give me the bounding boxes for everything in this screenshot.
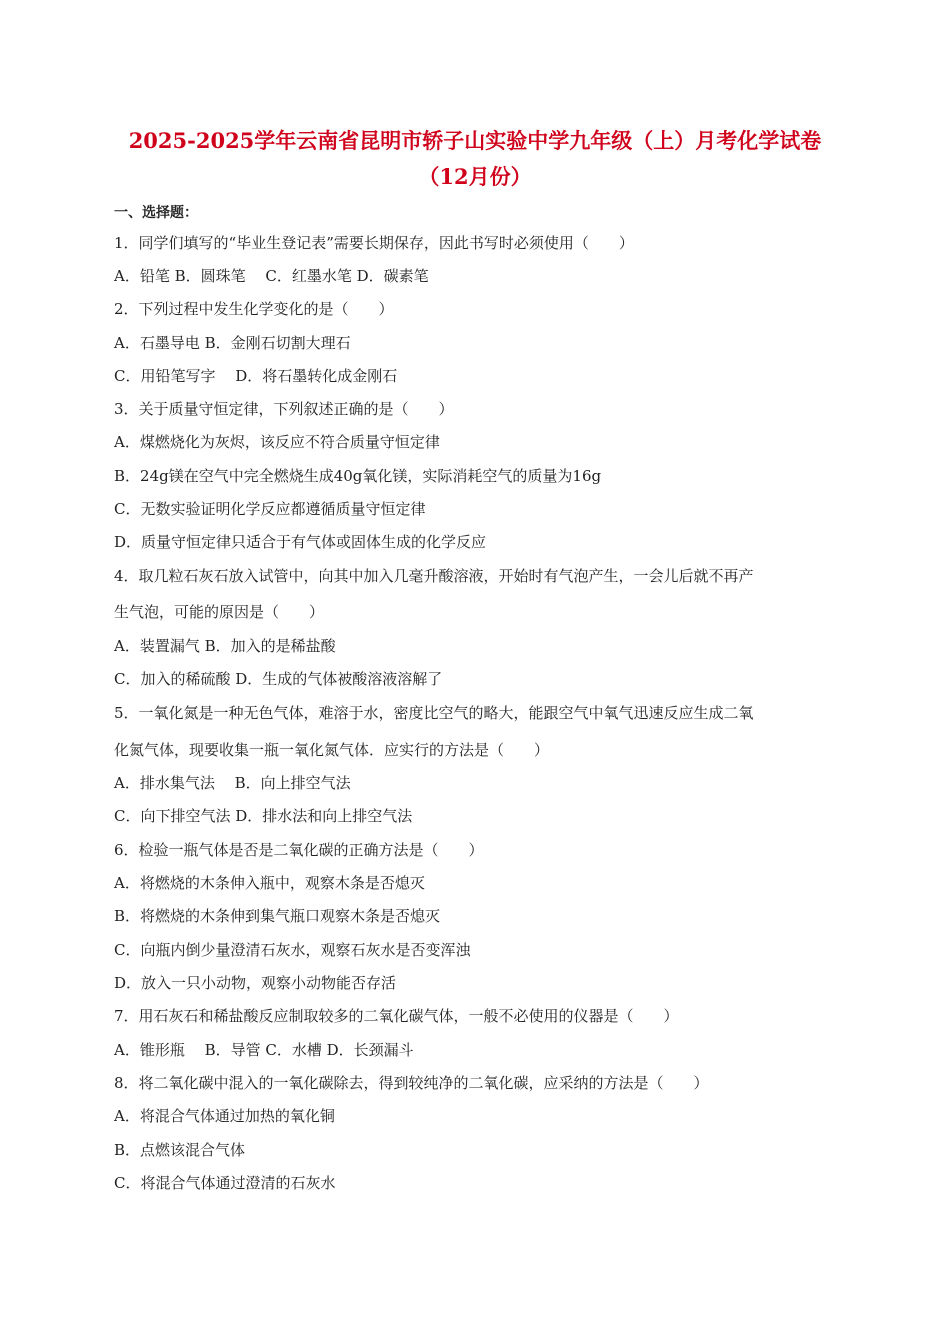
q5-stem: 5．一氧化氮是一种无色气体，难溶于水，密度比空气的略大，能跟空气中氧气迅速反应生成二氧 — [114, 704, 754, 722]
q6-option-c: C．向瓶内倒少量澄清石灰水，观察石灰水是否变浑浊 — [114, 941, 471, 959]
q4-options-cd: C．加入的稀硫酸 D．生成的气体被酸溶液溶解了 — [114, 670, 443, 688]
exam-subtitle: （12月份） — [418, 164, 532, 189]
q7-options: A．锥形瓶 B．导管 C．水槽 D．长颈漏斗 — [114, 1041, 414, 1059]
q3-option-a: A．煤燃烧化为灰烬，该反应不符合质量守恒定律 — [114, 433, 440, 451]
q7-stem: 7．用石灰石和稀盐酸反应制取较多的二氧化碳气体，一般不必使用的仪器是（ ） — [114, 1007, 679, 1025]
q3-stem: 3．关于质量守恒定律，下列叙述正确的是（ ） — [114, 400, 454, 418]
q6-option-b: B．将燃烧的木条伸到集气瓶口观察木条是否熄灭 — [114, 907, 441, 925]
q2-options-ab: A．石墨导电 B．金刚石切割大理石 — [114, 334, 351, 352]
q8-option-a: A．将混合气体通过加热的氧化铜 — [114, 1107, 335, 1125]
exam-title: 2025-2025学年云南省昆明市轿子山实验中学九年级（上）月考化学试卷 — [128, 128, 822, 153]
q3-option-c: C．无数实验证明化学反应都遵循质量守恒定律 — [114, 500, 426, 518]
q6-option-d: D．放入一只小动物，观察小动物能否存活 — [114, 974, 397, 992]
q8-option-b: B．点燃该混合气体 — [114, 1141, 246, 1159]
q8-stem: 8．将二氧化碳中混入的一氧化碳除去，得到较纯净的二氧化碳，应采纳的方法是（ ） — [114, 1074, 709, 1092]
q6-option-a: A．将燃烧的木条伸入瓶中，观察木条是否熄灭 — [114, 874, 425, 892]
q4-stem-cont: 生气泡，可能的原因是（ ） — [114, 603, 325, 621]
q4-options-ab: A．装置漏气 B．加入的是稀盐酸 — [114, 637, 336, 655]
q5-options-cd: C．向下排空气法 D．排水法和向上排空气法 — [114, 807, 413, 825]
q5-stem-cont: 化氮气体，现要收集一瓶一氧化氮气体．应实行的方法是（ ） — [114, 741, 550, 759]
section-heading: 一、选择题： — [114, 205, 198, 221]
q4-stem: 4．取几粒石灰石放入试管中，向其中加入几毫升酸溶液，开始时有气泡产生，一会儿后就不再产 — [114, 567, 754, 585]
q2-stem: 2．下列过程中发生化学变化的是（ ） — [114, 300, 394, 318]
q3-option-b: B．24g镁在空气中完全燃烧生成40g氧化镁，实际消耗空气的质量为16g — [114, 467, 602, 485]
q1-options: A．铅笔 B．圆珠笔 C．红墨水笔 D．碳素笔 — [114, 267, 429, 285]
q5-options-ab: A．排水集气法 B．向上排空气法 — [114, 774, 351, 792]
q8-option-c: C．将混合气体通过澄清的石灰水 — [114, 1174, 336, 1192]
q2-options-cd: C．用铅笔写字 D．将石墨转化成金刚石 — [114, 367, 398, 385]
q1-stem: 1．同学们填写的“毕业生登记表”需要长期保存，因此书写时必须使用（ ） — [114, 234, 634, 252]
q6-stem: 6．检验一瓶气体是否是二氧化碳的正确方法是（ ） — [114, 841, 484, 859]
q3-option-d: D．质量守恒定律只适合于有气体或固体生成的化学反应 — [114, 533, 487, 551]
